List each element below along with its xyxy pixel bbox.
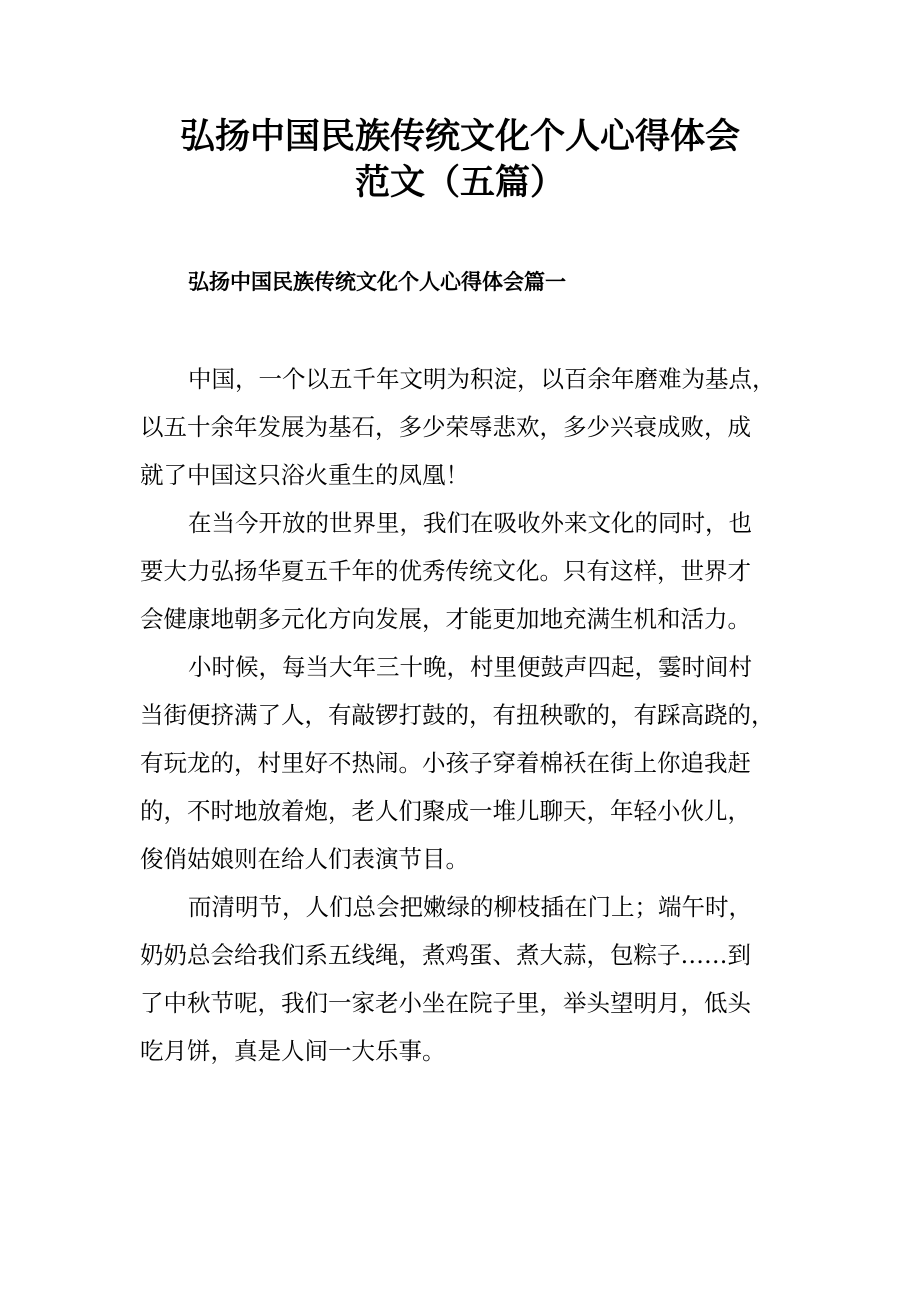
- paragraph-line: 当街便挤满了人，有敲锣打鼓的，有扭秧歌的，有踩高跷的，: [140, 701, 775, 729]
- section-heading: 弘扬中国民族传统文化个人心得体会篇一: [188, 270, 566, 294]
- paragraph-line: 的，不时地放着炮，老人们聚成一堆儿聊天，年轻小伙儿，: [140, 797, 751, 825]
- paragraph-line: 以五十余年发展为基石，多少荣辱悲欢，多少兴衰成败，成: [140, 413, 751, 441]
- paragraph-line: 小时候，每当大年三十晚，村里便鼓声四起，霎时间村: [188, 653, 752, 681]
- paragraph-line: 而清明节，人们总会把嫩绿的柳枝插在门上；端午时，: [188, 893, 752, 921]
- paragraph-line: 就了中国这只浴火重生的凤凰！: [140, 461, 469, 489]
- paragraph-line: 在当今开放的世界里，我们在吸收外来文化的同时，也: [188, 509, 752, 537]
- paragraph-line: 有玩龙的，村里好不热闹。小孩子穿着棉袄在街上你追我赶: [140, 749, 751, 777]
- paragraph-line: 中国，一个以五千年文明为积淀，以百余年磨难为基点，: [188, 365, 776, 393]
- paragraph-line: 了中秋节呢，我们一家老小坐在院子里，举头望明月，低头: [140, 989, 751, 1017]
- paragraph-line: 奶奶总会给我们系五线绳，煮鸡蛋、煮大蒜，包粽子……到: [140, 941, 751, 969]
- paragraph-line: 会健康地朝多元化方向发展，才能更加地充满生机和活力。: [140, 605, 751, 633]
- paragraph-line: 俊俏姑娘则在给人们表演节目。: [140, 845, 469, 873]
- paragraph-line: 要大力弘扬华夏五千年的优秀传统文化。只有这样，世界才: [140, 557, 751, 585]
- document-title-line-1: 弘扬中国民族传统文化个人心得体会: [179, 116, 740, 157]
- paragraph-line: 吃月饼，真是人间一大乐事。: [140, 1037, 446, 1065]
- document-title-line-2: 范文（五篇）: [354, 162, 565, 203]
